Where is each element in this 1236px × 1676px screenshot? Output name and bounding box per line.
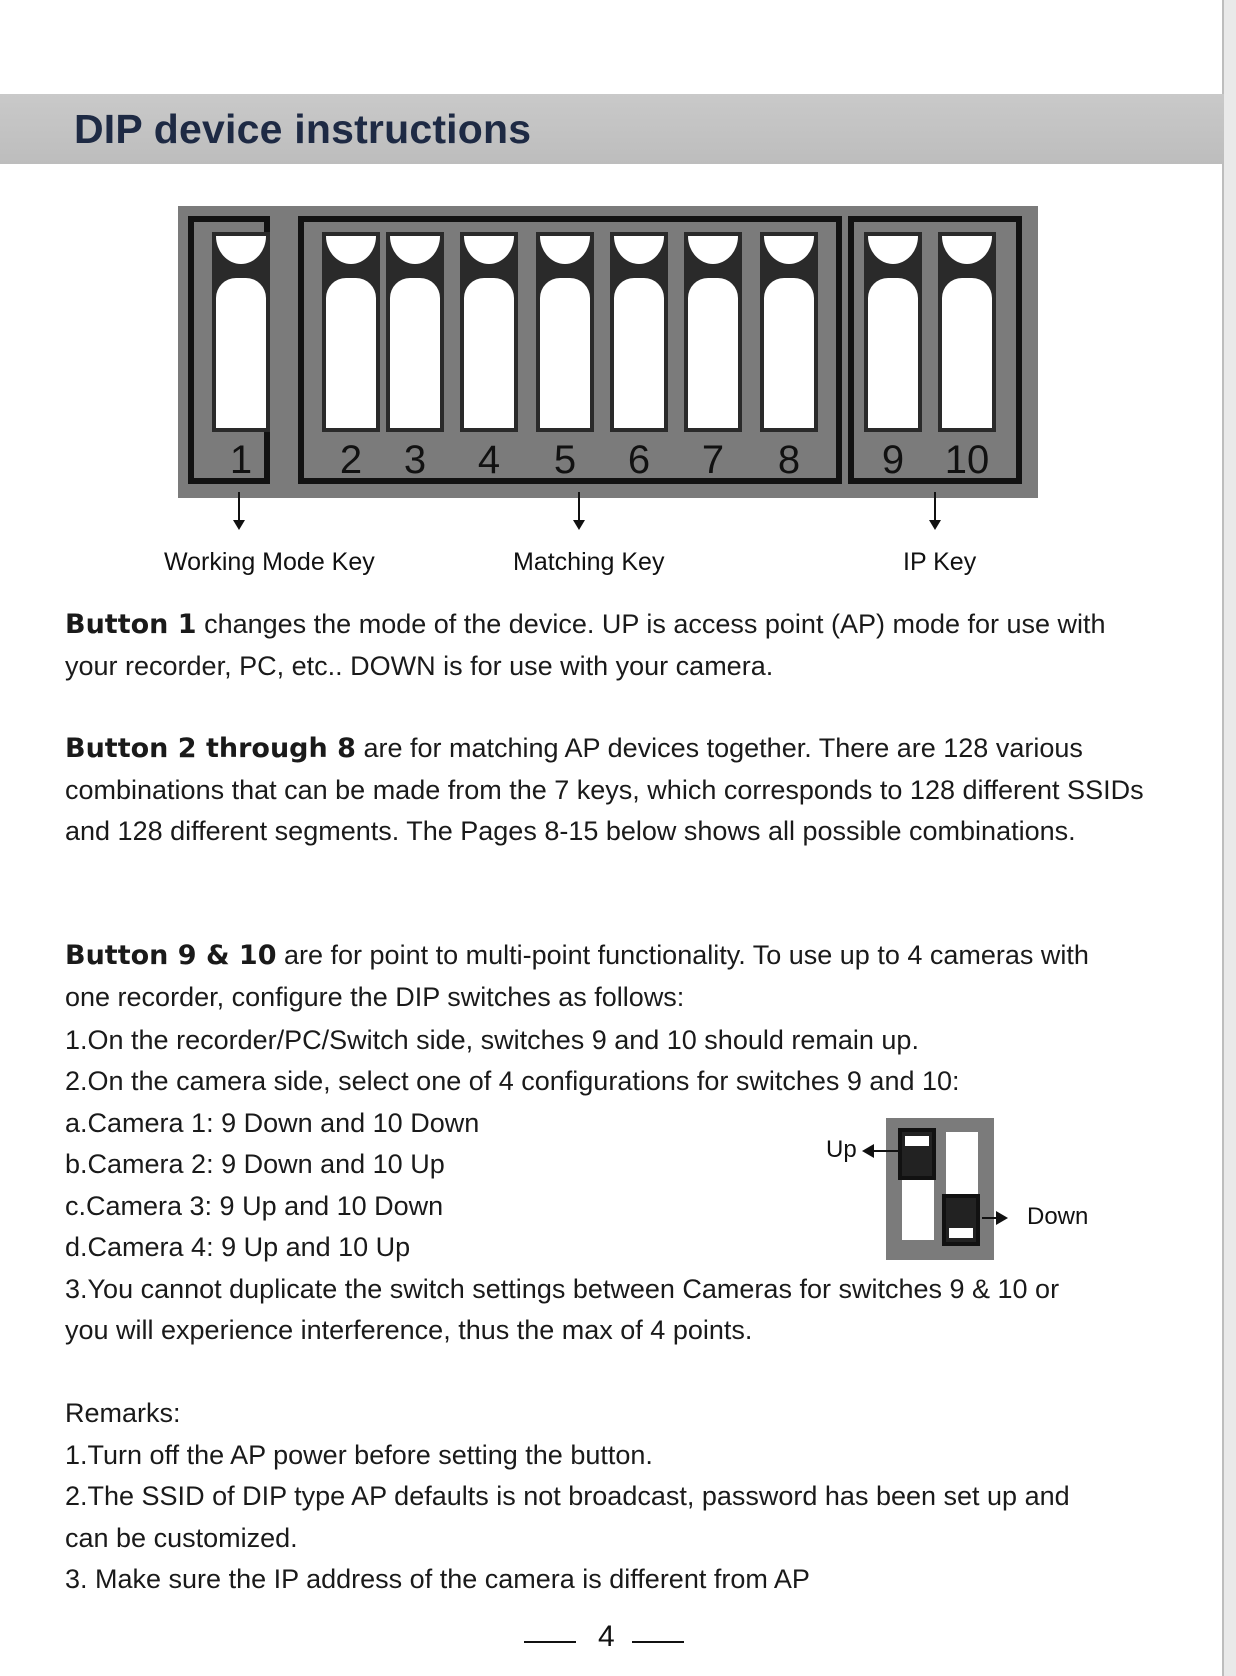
button1-paragraph: [65, 604, 1165, 687]
step-3: 3.You cannot duplicate the switch settings between Cameras for switches 9 & 10 or: [65, 1274, 1060, 1304]
footer-rule-left: [524, 1641, 576, 1643]
step-1: 1.On the recorder/PC/Switch side, switches 9 and 10 should remain up.: [65, 1025, 919, 1055]
dip-switch-3: [386, 208, 444, 418]
camera-4-config: d.Camera 4: 9 Up and 10 Up: [65, 1232, 411, 1262]
remark-3: 3. Make sure the IP address of the camera is different from AP: [65, 1564, 810, 1594]
down-label: Down: [1027, 1203, 1089, 1230]
dip-switch-7: [684, 208, 742, 418]
button2-heading: Button 2 through 8: [65, 733, 356, 764]
matching-key-label: Matching Key: [513, 548, 665, 576]
matching-arrow-head: [573, 520, 585, 530]
dip-switch-4: [460, 208, 518, 418]
camera-1-config: a.Camera 1: 9 Down and 10 Down: [65, 1108, 480, 1138]
dip-switch-number: 10: [944, 438, 990, 482]
button2-text: are for matching AP devices together. There are 128 various combinations that can be made from the 7 keys, which corresponds to 128 different SSIDs and 128 different segments. The Pages 8-15 below shows all possible combinations.: [65, 733, 1144, 846]
working-mode-arrow: [238, 492, 240, 522]
dip-switch-number: 4: [477, 438, 501, 482]
up-arrow: [872, 1150, 900, 1152]
dip-switch-number: 2: [339, 438, 363, 482]
working-mode-arrow-head: [233, 520, 245, 530]
step-2: 2.On the camera side, select one of 4 configurations for switches 9 and 10:: [65, 1066, 960, 1096]
page-edge: [1222, 0, 1236, 1676]
remark-2-continued: can be customized.: [65, 1523, 298, 1553]
remark-1: 1.Turn off the AP power before setting the button.: [65, 1440, 653, 1470]
dip-switch-number: 8: [777, 438, 801, 482]
remarks-heading: Remarks:: [65, 1398, 181, 1428]
dip-switch-number: 6: [627, 438, 651, 482]
step-3-continued: you will experience interference, thus the max of 4 points.: [65, 1315, 753, 1345]
page-number: 4: [598, 1620, 615, 1653]
down-arrow-head: [996, 1211, 1008, 1225]
camera-3-config: c.Camera 3: 9 Up and 10 Down: [65, 1191, 444, 1221]
switch-up-position: [898, 1128, 936, 1180]
working-mode-key-label: Working Mode Key: [164, 548, 375, 576]
button1-text: changes the mode of the device. UP is access point (AP) mode for use with your recorder, PC, etc.. DOWN is for use with your camera.: [65, 609, 1106, 681]
page-title: DIP device instructions: [74, 106, 532, 152]
remark-2: 2.The SSID of DIP type AP defaults is not broadcast, password has been set up and: [65, 1481, 1070, 1511]
switch-position-diagram: [886, 1118, 994, 1260]
dip-switch-5: [536, 208, 594, 418]
dip-switch-2: [322, 208, 380, 418]
switch-down-position: [942, 1194, 980, 1246]
footer-rule-right: [632, 1641, 684, 1643]
up-label: Up: [826, 1136, 857, 1163]
dip-switch-number: 9: [881, 438, 905, 482]
ip-arrow-head: [929, 520, 941, 530]
camera-2-config: b.Camera 2: 9 Down and 10 Up: [65, 1149, 445, 1179]
dip-switch-6: [610, 208, 668, 418]
dip-switch-10: [938, 208, 996, 418]
dip-switch-8: [760, 208, 818, 418]
button1-heading: Button 1: [65, 609, 197, 640]
button9-heading: Button 9 & 10: [65, 940, 277, 971]
matching-arrow: [578, 492, 580, 522]
button2-paragraph: [65, 728, 1165, 853]
button9-paragraph: [65, 935, 1125, 1018]
dip-switch-number: 7: [701, 438, 725, 482]
dip-switch-9: [864, 208, 922, 418]
dip-switch-number: 3: [403, 438, 427, 482]
ip-key-label: IP Key: [903, 548, 977, 576]
ip-arrow: [934, 492, 936, 522]
dip-switch-number: 5: [553, 438, 577, 482]
dip-switch-number: 1: [229, 438, 253, 482]
button9-text: are for point to multi-point functionality. To use up to 4 cameras with one recorder, configure the DIP switches as follows:: [65, 940, 1089, 1012]
dip-switch-1: [212, 208, 270, 418]
